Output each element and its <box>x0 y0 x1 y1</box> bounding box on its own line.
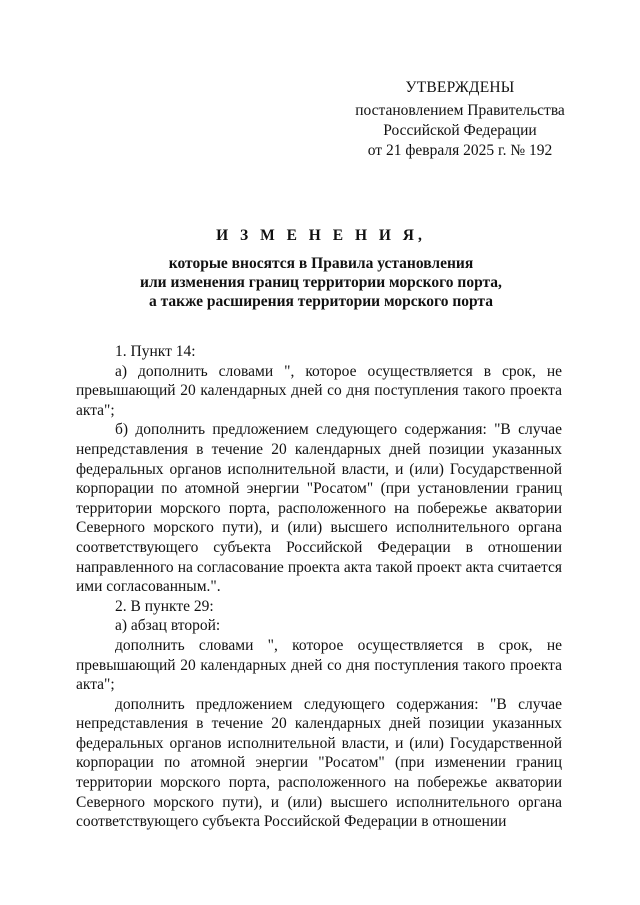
approval-line-1: постановлением Правительства <box>355 102 565 119</box>
paragraph-item-2a-2: дополнить предложением следующего содержания: "В случае непредставления в течение 20 календарных дней позиции указанных федеральных органов исполнительной власти, и (или) Государственной корпорации по атомной энергии "Росатом" (при изменении границ территории морского порта, расположенного на побережье акватории Северного морского пути), и (или) высшего исполнительного органа соответствующего субъекта Российской Федерации в отношении <box>76 695 562 831</box>
paragraph-item-1b: б) дополнить предложением следующего содержания: "В случае непредставления в течение 20 календарных дней позиции указанных федеральных органов исполнительной власти, и (или) Государственной корпорации по атомной энергии "Росатом" (при установлении границ территории морского порта, расположенного на побережье акватории Северного морского пути), и (или) высшего исполнительного органа соответствующего субъекта Российской Федерации в отношении направленного на согласование проекта акта такой проект акта считается ими согласованным.". <box>76 421 562 596</box>
paragraph-item-1a: а) дополнить словами ", которое осуществляется в срок, не превышающий 20 календарных дней со дня поступления такого проекта акта"; <box>76 362 562 419</box>
approval-date-line: от 21 февраля 2025 г. № 192 <box>367 142 553 159</box>
paragraph-item-2a: а) абзац второй: <box>115 617 221 635</box>
approval-block <box>340 78 580 161</box>
subtitle-line-3: а также расширения территории морского порта <box>149 293 493 310</box>
document-body <box>76 342 562 832</box>
document-title-block <box>76 226 566 311</box>
paragraph-item-1: 1. Пункт 14: <box>115 343 196 360</box>
approval-stamp: УТВЕРЖДЕНЫ <box>405 79 515 96</box>
paragraph-item-2a-1: дополнить словами ", которое осуществляется в срок, не превышающий 20 календарных дней со дня поступления такого проекта акта"; <box>76 636 562 694</box>
document-heading: И З М Е Н Е Н И Я, <box>216 227 426 244</box>
subtitle-line-1: которые вносятся в Правила установления <box>168 255 474 272</box>
subtitle-line-2: или изменения границ территории морского порта, <box>140 274 502 291</box>
approval-line-2: Российской Федерации <box>383 122 537 139</box>
paragraph-item-2: 2. В пункте 29: <box>115 597 214 615</box>
